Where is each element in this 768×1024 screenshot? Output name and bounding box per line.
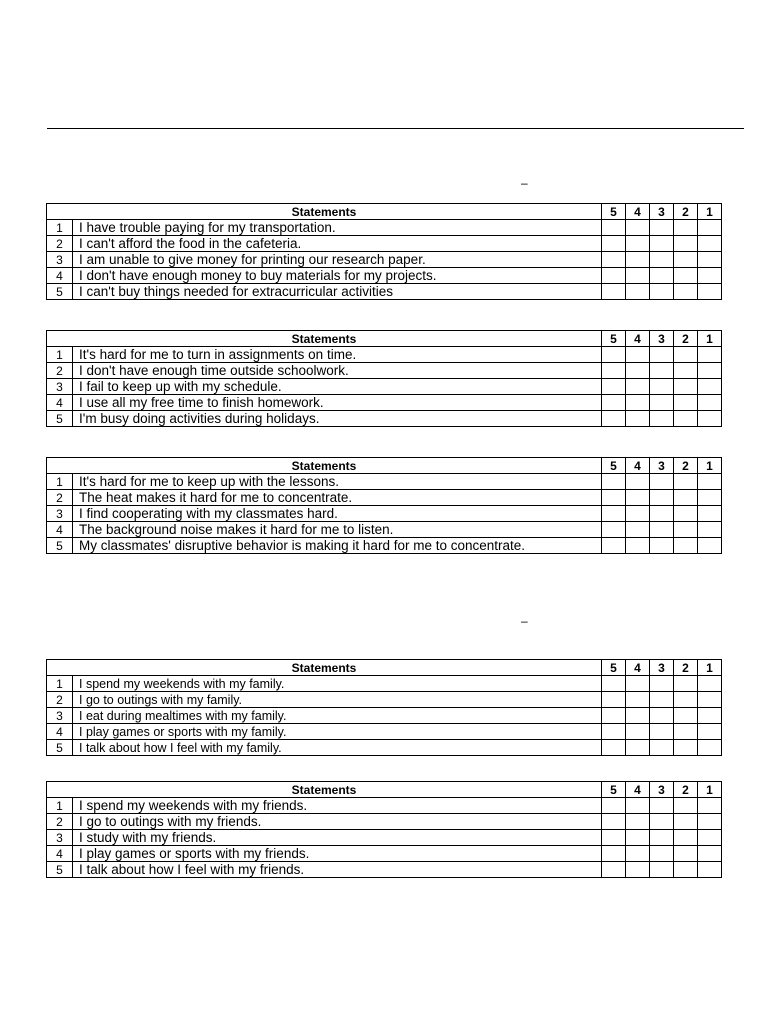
rating-cell-1[interactable] xyxy=(698,846,722,862)
rating-cell-1[interactable] xyxy=(698,379,722,395)
survey-table-time xyxy=(46,330,722,427)
rating-cell-3[interactable] xyxy=(650,506,674,522)
survey-table-friends xyxy=(46,781,722,878)
table-row xyxy=(47,363,722,379)
rating-cell-5[interactable] xyxy=(602,506,626,522)
row-number: 1 xyxy=(47,347,73,363)
survey-table-environment xyxy=(46,457,722,554)
rating-cell-2[interactable] xyxy=(674,814,698,830)
table-row xyxy=(47,268,722,284)
table-row xyxy=(47,220,722,236)
table-header-row xyxy=(47,782,722,798)
rating-cell-5[interactable] xyxy=(602,284,626,300)
rating-cell-4[interactable] xyxy=(626,692,650,708)
table-row xyxy=(47,798,722,814)
rating-header-3: 3 xyxy=(650,458,674,474)
rating-cell-3[interactable] xyxy=(650,284,674,300)
statements-header: Statements xyxy=(47,204,602,220)
rating-header-3: 3 xyxy=(650,331,674,347)
row-number: 2 xyxy=(47,692,73,708)
row-number: 5 xyxy=(47,284,73,300)
rating-cell-5[interactable] xyxy=(602,347,626,363)
rating-cell-3[interactable] xyxy=(650,490,674,506)
rating-cell-1[interactable] xyxy=(698,862,722,878)
rating-header-1: 1 xyxy=(698,660,722,676)
table-row xyxy=(47,252,722,268)
rating-cell-3[interactable] xyxy=(650,538,674,554)
statement-text: I talk about how I feel with my family. xyxy=(73,740,602,756)
rating-cell-1[interactable] xyxy=(698,220,722,236)
rating-header-2: 2 xyxy=(674,204,698,220)
rating-cell-4[interactable] xyxy=(626,268,650,284)
rating-cell-2[interactable] xyxy=(674,676,698,692)
table-header-row xyxy=(47,660,722,676)
rating-cell-4[interactable] xyxy=(626,522,650,538)
rating-cell-5[interactable] xyxy=(602,252,626,268)
rating-cell-2[interactable] xyxy=(674,538,698,554)
horizontal-rule xyxy=(47,128,744,129)
rating-cell-2[interactable] xyxy=(674,474,698,490)
row-number: 4 xyxy=(47,846,73,862)
table-header-row xyxy=(47,204,722,220)
rating-cell-4[interactable] xyxy=(626,411,650,427)
rating-cell-2[interactable] xyxy=(674,692,698,708)
row-number: 3 xyxy=(47,252,73,268)
table-row xyxy=(47,724,722,740)
rating-cell-3[interactable] xyxy=(650,474,674,490)
rating-cell-4[interactable] xyxy=(626,740,650,756)
rating-cell-2[interactable] xyxy=(674,395,698,411)
rating-header-2: 2 xyxy=(674,331,698,347)
rating-cell-3[interactable] xyxy=(650,268,674,284)
statement-text: I fail to keep up with my schedule. xyxy=(73,379,602,395)
rating-header-3: 3 xyxy=(650,204,674,220)
rating-cell-5[interactable] xyxy=(602,379,626,395)
table-row xyxy=(47,379,722,395)
rating-cell-1[interactable] xyxy=(698,814,722,830)
rating-cell-3[interactable] xyxy=(650,798,674,814)
statement-text: I don't have enough time outside schoolwork. xyxy=(73,363,602,379)
rating-header-1: 1 xyxy=(698,204,722,220)
row-number: 3 xyxy=(47,708,73,724)
rating-cell-4[interactable] xyxy=(626,814,650,830)
row-number: 1 xyxy=(47,676,73,692)
row-number: 4 xyxy=(47,724,73,740)
statement-text: I am unable to give money for printing our research paper. xyxy=(73,252,602,268)
statement-text: The heat makes it hard for me to concentrate. xyxy=(73,490,602,506)
rating-cell-2[interactable] xyxy=(674,708,698,724)
rating-cell-4[interactable] xyxy=(626,395,650,411)
rating-cell-2[interactable] xyxy=(674,798,698,814)
rating-cell-4[interactable] xyxy=(626,284,650,300)
rating-cell-1[interactable] xyxy=(698,411,722,427)
row-number: 2 xyxy=(47,814,73,830)
rating-cell-4[interactable] xyxy=(626,846,650,862)
statement-text: I talk about how I feel with my friends. xyxy=(73,862,602,878)
rating-cell-3[interactable] xyxy=(650,347,674,363)
statement-text: It's hard for me to keep up with the lessons. xyxy=(73,474,602,490)
rating-cell-5[interactable] xyxy=(602,676,626,692)
rating-cell-1[interactable] xyxy=(698,474,722,490)
table-row xyxy=(47,347,722,363)
rating-cell-2[interactable] xyxy=(674,862,698,878)
rating-cell-3[interactable] xyxy=(650,676,674,692)
rating-cell-3[interactable] xyxy=(650,862,674,878)
rating-cell-2[interactable] xyxy=(674,363,698,379)
rating-cell-5[interactable] xyxy=(602,411,626,427)
rating-cell-5[interactable] xyxy=(602,363,626,379)
statement-text: It's hard for me to turn in assignments on time. xyxy=(73,347,602,363)
rating-cell-1[interactable] xyxy=(698,347,722,363)
statement-text: My classmates' disruptive behavior is making it hard for me to concentrate. xyxy=(73,538,602,554)
table-row xyxy=(47,676,722,692)
rating-cell-4[interactable] xyxy=(626,236,650,252)
rating-cell-3[interactable] xyxy=(650,395,674,411)
rating-header-5: 5 xyxy=(602,331,626,347)
rating-header-2: 2 xyxy=(674,660,698,676)
row-number: 5 xyxy=(47,411,73,427)
rating-cell-3[interactable] xyxy=(650,708,674,724)
rating-cell-2[interactable] xyxy=(674,506,698,522)
rating-cell-4[interactable] xyxy=(626,798,650,814)
row-number: 3 xyxy=(47,506,73,522)
rating-cell-1[interactable] xyxy=(698,538,722,554)
table-row xyxy=(47,411,722,427)
rating-header-5: 5 xyxy=(602,458,626,474)
rating-cell-3[interactable] xyxy=(650,814,674,830)
statement-text: The background noise makes it hard for me to listen. xyxy=(73,522,602,538)
rating-cell-5[interactable] xyxy=(602,814,626,830)
rating-cell-5[interactable] xyxy=(602,268,626,284)
rating-cell-5[interactable] xyxy=(602,724,626,740)
rating-cell-2[interactable] xyxy=(674,411,698,427)
row-number: 3 xyxy=(47,830,73,846)
rating-cell-4[interactable] xyxy=(626,862,650,878)
statement-text: I spend my weekends with my friends. xyxy=(73,798,602,814)
row-number: 2 xyxy=(47,363,73,379)
statements-header: Statements xyxy=(47,331,602,347)
rating-cell-5[interactable] xyxy=(602,830,626,846)
rating-cell-2[interactable] xyxy=(674,284,698,300)
rating-cell-1[interactable] xyxy=(698,522,722,538)
row-number: 5 xyxy=(47,862,73,878)
rating-cell-1[interactable] xyxy=(698,708,722,724)
rating-header-5: 5 xyxy=(602,782,626,798)
table-row xyxy=(47,284,722,300)
row-number: 5 xyxy=(47,538,73,554)
rating-header-4: 4 xyxy=(626,660,650,676)
statement-text: I study with my friends. xyxy=(73,830,602,846)
rating-cell-5[interactable] xyxy=(602,538,626,554)
rating-cell-3[interactable] xyxy=(650,692,674,708)
statement-text: I have trouble paying for my transportation. xyxy=(73,220,602,236)
row-number: 1 xyxy=(47,220,73,236)
rating-cell-1[interactable] xyxy=(698,284,722,300)
rating-header-1: 1 xyxy=(698,458,722,474)
table-row xyxy=(47,692,722,708)
rating-cell-3[interactable] xyxy=(650,846,674,862)
rating-cell-3[interactable] xyxy=(650,724,674,740)
statement-text: I spend my weekends with my family. xyxy=(73,676,602,692)
rating-cell-5[interactable] xyxy=(602,708,626,724)
rating-header-4: 4 xyxy=(626,458,650,474)
rating-header-3: 3 xyxy=(650,660,674,676)
statement-text: I use all my free time to finish homework. xyxy=(73,395,602,411)
rating-cell-1[interactable] xyxy=(698,236,722,252)
table-row xyxy=(47,522,722,538)
rating-cell-2[interactable] xyxy=(674,846,698,862)
table-row xyxy=(47,846,722,862)
rating-cell-4[interactable] xyxy=(626,252,650,268)
rating-cell-1[interactable] xyxy=(698,395,722,411)
rating-cell-3[interactable] xyxy=(650,363,674,379)
section-dash: – xyxy=(521,176,528,190)
rating-cell-5[interactable] xyxy=(602,474,626,490)
rating-cell-4[interactable] xyxy=(626,676,650,692)
rating-cell-4[interactable] xyxy=(626,220,650,236)
row-number: 4 xyxy=(47,395,73,411)
row-number: 4 xyxy=(47,522,73,538)
rating-cell-5[interactable] xyxy=(602,692,626,708)
statement-text: I can't afford the food in the cafeteria. xyxy=(73,236,602,252)
rating-cell-2[interactable] xyxy=(674,379,698,395)
table-row xyxy=(47,474,722,490)
table-row xyxy=(47,506,722,522)
statement-text: I'm busy doing activities during holidays. xyxy=(73,411,602,427)
rating-cell-5[interactable] xyxy=(602,395,626,411)
rating-cell-1[interactable] xyxy=(698,268,722,284)
rating-cell-3[interactable] xyxy=(650,252,674,268)
rating-header-4: 4 xyxy=(626,782,650,798)
rating-cell-4[interactable] xyxy=(626,724,650,740)
row-number: 2 xyxy=(47,490,73,506)
rating-cell-2[interactable] xyxy=(674,740,698,756)
rating-header-2: 2 xyxy=(674,782,698,798)
section-dash: – xyxy=(521,614,528,628)
rating-cell-3[interactable] xyxy=(650,379,674,395)
statement-text: I don't have enough money to buy materials for my projects. xyxy=(73,268,602,284)
statement-text: I find cooperating with my classmates hard. xyxy=(73,506,602,522)
rating-cell-4[interactable] xyxy=(626,830,650,846)
row-number: 1 xyxy=(47,474,73,490)
rating-cell-1[interactable] xyxy=(698,830,722,846)
statement-text: I play games or sports with my family. xyxy=(73,724,602,740)
rating-cell-4[interactable] xyxy=(626,347,650,363)
rating-cell-5[interactable] xyxy=(602,236,626,252)
rating-cell-4[interactable] xyxy=(626,506,650,522)
rating-cell-2[interactable] xyxy=(674,220,698,236)
statement-text: I can't buy things needed for extracurricular activities xyxy=(73,284,602,300)
rating-cell-3[interactable] xyxy=(650,740,674,756)
rating-cell-2[interactable] xyxy=(674,522,698,538)
statements-header: Statements xyxy=(47,660,602,676)
row-number: 1 xyxy=(47,798,73,814)
row-number: 2 xyxy=(47,236,73,252)
table-row xyxy=(47,395,722,411)
rating-cell-3[interactable] xyxy=(650,236,674,252)
rating-header-4: 4 xyxy=(626,204,650,220)
table-row xyxy=(47,708,722,724)
rating-header-1: 1 xyxy=(698,331,722,347)
row-number: 5 xyxy=(47,740,73,756)
rating-cell-2[interactable] xyxy=(674,490,698,506)
rating-cell-1[interactable] xyxy=(698,724,722,740)
rating-cell-2[interactable] xyxy=(674,347,698,363)
row-number: 3 xyxy=(47,379,73,395)
statement-text: I go to outings with my friends. xyxy=(73,814,602,830)
rating-cell-3[interactable] xyxy=(650,522,674,538)
rating-cell-4[interactable] xyxy=(626,490,650,506)
rating-cell-4[interactable] xyxy=(626,538,650,554)
rating-header-5: 5 xyxy=(602,204,626,220)
statements-header: Statements xyxy=(47,782,602,798)
rating-cell-5[interactable] xyxy=(602,220,626,236)
table-row xyxy=(47,236,722,252)
rating-header-5: 5 xyxy=(602,660,626,676)
statement-text: I eat during mealtimes with my family. xyxy=(73,708,602,724)
statements-header: Statements xyxy=(47,458,602,474)
rating-cell-2[interactable] xyxy=(674,236,698,252)
rating-cell-5[interactable] xyxy=(602,522,626,538)
rating-header-1: 1 xyxy=(698,782,722,798)
table-row xyxy=(47,538,722,554)
rating-header-3: 3 xyxy=(650,782,674,798)
table-row xyxy=(47,830,722,846)
rating-cell-5[interactable] xyxy=(602,490,626,506)
rating-cell-2[interactable] xyxy=(674,268,698,284)
rating-cell-4[interactable] xyxy=(626,708,650,724)
rating-header-4: 4 xyxy=(626,331,650,347)
rating-cell-1[interactable] xyxy=(698,676,722,692)
rating-cell-1[interactable] xyxy=(698,692,722,708)
rating-cell-5[interactable] xyxy=(602,862,626,878)
table-header-row xyxy=(47,458,722,474)
table-row xyxy=(47,740,722,756)
survey-table-financial xyxy=(46,203,722,300)
rating-cell-5[interactable] xyxy=(602,740,626,756)
rating-cell-2[interactable] xyxy=(674,724,698,740)
rating-cell-1[interactable] xyxy=(698,363,722,379)
rating-cell-1[interactable] xyxy=(698,740,722,756)
rating-cell-4[interactable] xyxy=(626,474,650,490)
rating-cell-4[interactable] xyxy=(626,379,650,395)
table-row xyxy=(47,862,722,878)
rating-header-2: 2 xyxy=(674,458,698,474)
rating-cell-1[interactable] xyxy=(698,490,722,506)
rating-cell-5[interactable] xyxy=(602,846,626,862)
survey-table-family xyxy=(46,659,722,756)
table-header-row xyxy=(47,331,722,347)
rating-cell-1[interactable] xyxy=(698,252,722,268)
rating-cell-2[interactable] xyxy=(674,830,698,846)
statement-text: I go to outings with my family. xyxy=(73,692,602,708)
rating-cell-3[interactable] xyxy=(650,830,674,846)
rating-cell-4[interactable] xyxy=(626,363,650,379)
rating-cell-3[interactable] xyxy=(650,220,674,236)
rating-cell-2[interactable] xyxy=(674,252,698,268)
rating-cell-1[interactable] xyxy=(698,798,722,814)
table-row xyxy=(47,814,722,830)
table-row xyxy=(47,490,722,506)
statement-text: I play games or sports with my friends. xyxy=(73,846,602,862)
rating-cell-1[interactable] xyxy=(698,506,722,522)
row-number: 4 xyxy=(47,268,73,284)
rating-cell-5[interactable] xyxy=(602,798,626,814)
rating-cell-3[interactable] xyxy=(650,411,674,427)
